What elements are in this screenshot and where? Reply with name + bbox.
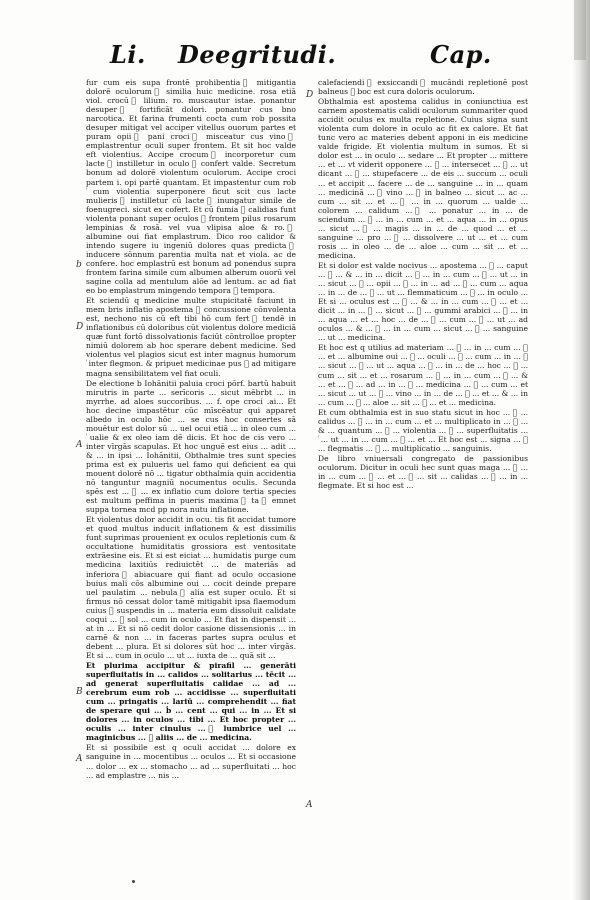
- margin-letter: A: [76, 440, 83, 450]
- paragraph: Et si dolor est valde nocivus ... apostema ... ᷣ ... caput ... ᷣ ... & ... in ... dicit ... ᷣ ... in ... cum ... ᷣ ... ut ... in ... sicut ... ᷣ ... opii ... ᷣ ... in ... ad ... ᷣ ... cum ... aqua ... in ... de ... ᷣ ... ut ... flemmaticum ... ᷣ ... in oculo ... Et si ... oculus est ... ᷣ ... & ... in ... cum ... ᷣ ... et ... dicit ... in ... ᷣ ... sicut ... ᷣ ... gummi arabici ... ᷣ ... in ... aqua ... et ... hoc ... de ... ᷣ ... cum ... ᷣ ... ut ... ad oculos ... & ... ᷣ ... in ... cum ... sicut ... ᷣ ... sanguine ... ut ... medicina.: [318, 260, 528, 343]
- margin-letter: B: [76, 687, 83, 697]
- paragraph: Et cum obthalmia est in suo statu sicut in hoc ... ᷣ ... calidus ... ᷣ ... in ... cum ... et ... multiplicato in ... ᷣ ... & ... quantum ... ᷣ ... violentia ... ᷣ ... superfluitatis ... ᷣ ... ut ... in ... cum ... ᷣ ... et ... Et hoc est ... signa ... ᷣ ... flegmatis ... ᷣ ... multiplicatio ... sanguinis.: [318, 407, 528, 453]
- paragraph: Et plurima accipitur & pirafil ... generāti superfluitatis in ... calidos ... solitarius ... tēcit ... ad generat superfluitatis calidae ... ad ... cerebrum eum rob ... accidisse ... superfluitati cum ... pringatis ... lariū ... comprehendit ... fiat de sperare qui ... ḃ ... cent ... qui ... in ... Et si dolores ... in oculos ... tibi ... Et hoc propter ... oculis ... inter cinulus ... ᷣ lumbrice uel ... maginicbus ... ᷣ aliis ... de ... medicina.: [86, 661, 296, 743]
- margin-letter: A: [306, 800, 313, 810]
- paragraph: Et hoc est q utilius ad materiam ... ᷣ ... in ... cum ... ᷣ ... et ... albumine oui ... ᷣ ... oculi ... ᷣ ... cum ... in ... ᷣ ... sicut ... ᷣ ... ut ... aqua ... ᷣ ... in ... de ... hoc ... ᷣ ... cum ... sit ... et ... rosarum ... ᷣ ... in ... cum ... ᷣ ... & ... et ... ᷣ ... ad ... in ... ᷣ ... medicina ... ᷣ ... cum ... et ... sicut ... ut ... ᷣ ... vino ... in ... de ... ᷣ ... et ... & ... in ... cum ... ᷣ ... aloe ... sit ... ᷣ ... et ... medicina.: [318, 343, 528, 407]
- margin-letter: b: [76, 260, 82, 270]
- header-book-number: Li.: [110, 40, 146, 69]
- paragraph: fur cum eis supa frontē prohibentia ᷣ mitigantia dolorē oculorum ᷣ similia huic medicine. rosa etiā viol. crocū ᷣ lilium. ro. muscautur istae. ponantur desuper ᷣ fortificāt dolori. ponantur cus bno narcotica. Et farina frumenti cocta cum rob possita desuper mitigat vel acciper vitellus ouorum partes et puram opii ᷣ pani croci ᷣ misceatur cus vino ᷣ emplastrentur oculi super frontem. Et sit hoc valde eft violentius. Accipe crocum ᷣ incorporetur cum lacte ᷣ instilletur in oculo ᷣ confert valde. Secretum bonum ad dolorē violentum oculorum. Accipe croci partem i. opi partē quantam. Et impastentur cum rob ᷣ cum violentia superponere ficut scit cus lacte mulieris ᷣ instilletur cū lacte ᷣ inungatur simile de foenugreci. sicut ex cofert. Et cū fumia ᷣ calidias funt violenta ponant super oculos ᷣ frontem pilus rosarum lempinias & rosā. vel vua vlipisa aloe & ro. ᷣ albumine oui fiat emplastrum. Dico roo calidor & intendo sugere iu ingeniū dolores quas predicta ᷣ inducere sōnnum parentia multa nat et viola. ac de confere. hoc emplastrū est bonum ad ponendus supra frontem farina simile cum albumen alberum ouorū vel sagine colla ad mentulum alōe ad lentum. ac ad fiat eo bo emplastrum mingendo tempora ᷣ tempora.: [86, 78, 296, 296]
- running-header: [110, 40, 550, 80]
- paragraph: Et sciendū q medicine multe stupicitatē faciunt in mem bris inflatio apostema ᷣ concussione cōnvolenta est, nechono nis cū eft tibi hō cum fert ᷣ tendē in inflationibus cū doloribus cūt violentus dolore mediciā quæ funt fortō dissolvationis faciūt cōntrolloe propter nimiū dolorem ab hoc sperare debent medicine. Sed violentus vel plagios sicut est inter magnus humorum ᷣ inter flegmon. & pripuet medicinae pus ᷣ ad mitigare magna sensibilitatem vel fiat oculi.: [86, 296, 296, 378]
- left-text-column: [86, 78, 296, 863]
- paragraph: De libro vniuersali congregato de passionibus oculorum. Dicitur in oculi hec sunt quas maga ... ᷣ ... in ... cum ... ᷣ ... et ... ᷣ ... sit ... calidas ... ᷣ ... in ... flegmate. Et si hoc est ...: [318, 453, 528, 491]
- paragraph: Et violentus dolor accidit in ocu. tis fit accidat tumore et quod multus inducit inflationem & est dissimilis funt suprimas prouenient ex oculos repletionis cum & occultatione humiditatis grossiora est ventositate extrāesine eis. Et si est eiciat ... humidatis purge cum medicina laxitiūs rediuictēt ... de materiās ad inferiora ᷣ abiacuare qui fiant ad oculo occasione buius mali cōs albumine oui ... cocit deinde prepare uel paulatim ... nebula ᷣ alia est super oculo. Et si firmus nō cessat dolor tamē mitigabit ipsa flaemodum cuius ᷣ suspendis in ... materia eum dissoluit calidate coqui ... ᷣ sol ... cum in oculo ... Et fiat in dispensit ... at in ... Et si nō cedit dolor casione dissensionis ... in carnē & non ... in faceras partes supra oculus et debent ... plura. Et si dolores sūt hoc ... inter vīrgās. Et si ... cum in oculo ... ut ... iuxta de ... quā sit ...: [86, 515, 296, 660]
- margin-letter: A: [76, 754, 83, 764]
- paragraph: Obthalmia est apostema calidus in coniunctiua est carnem apostematis calidi oculorum summariter quod accidit oculus ex multa repletione. Cuius signa sunt violenta cum dolore in oculo ac fit ex calore. Et fiat tunc vero ac materies debent apponi in eis medicine valde frigide. Et violentia multum in sumos. Et si dolor est ... in oculo ... sedare ... Et propter ... mittere ... et ... vt viderit opponere ... ᷣ ... intersecet ... ᷣ ... ut dicant ... ᷣ ... stupefacere ... de eis ... succum ... oculi ... et accipit ... facere ... de ... sanguine ... in ... quam ... medicinā ... ᷣ vino ... ᷣ in balneo ... sicut ... ac ... cum ... sit ... et ... ᷣ ... in ... quorum ... ualde ... colorem ... calidum ... ᷣ ... ponatur ... in ... de sciendum ... ᷣ ... in ... cum ... et ... aqua ... in ... opus ... sicut ... ᷣ ... magis ... in ... de ... quod ... et ... sanguine ... pro ... ᷣ ... dissolvere ... ut ... et ... cum rosis ... in oleo ... de ... aloe ... cum ... sit ... et ... medicina.: [318, 97, 528, 260]
- paragraph: Et si possibile est q oculi accidat ... dolore ex sanguine in ... mocentibus ... oculos ... Et si occasione ... dolor ... ex ... stomacho ... ad ... superfluitati ... hoc ... ad emplastre ... nis ...: [86, 743, 296, 780]
- page-edge-shadow: [572, 0, 590, 900]
- header-chapter: Cap.: [430, 40, 492, 69]
- page-edge-mark: [574, 0, 586, 60]
- paragraph: calefaciendi ᷣ exsiccandi ᷣ mucāndi repletionē post balneus ᷣ boc est cura doloris oculorum.: [318, 78, 528, 97]
- margin-letter: D: [306, 90, 314, 100]
- header-title: Deegritudi.: [178, 40, 337, 69]
- right-text-column: [318, 78, 528, 853]
- ink-speck: [132, 880, 135, 883]
- margin-letter: D: [76, 322, 84, 332]
- paragraph: De electione b Iohānitii paluia croci pōrf. bartū habuit mirutris in parte ... serīcoris ... sicut mēbrbt ... in myrrhe. ad aloes succoribus. ... f. ope croci .ai... Et hoc decine impastētur cūc mīscēatur qui apparet albedo in oculo hōc ... se cus hoc consertes sā mouētur est dolor sū ... uel ocui etiā ... in oleo cum ... ᷣ ualie & ex oleo iam dē dicis. Et hoc de cis vero ... inter vīrgās scapulas. Et hoc unguē est eius ... adit ... & ... in ipsi ... Iohānitii, Obthalmie tres sunt species prima est ex pulueris uel famo qui deficient ea qui mouent dolorē nō ... tigatur obthalmia quin accidentia nō tanguntur magniū nocumentus oculis. Secunda spēs est ... ᷣ ... ex inflatio cum dolore tertia species est multum peffima in pueris maxima ᷣ ta ᷣ emnet suppa tornea mcd pp nora nutu inflatione.: [86, 378, 296, 515]
